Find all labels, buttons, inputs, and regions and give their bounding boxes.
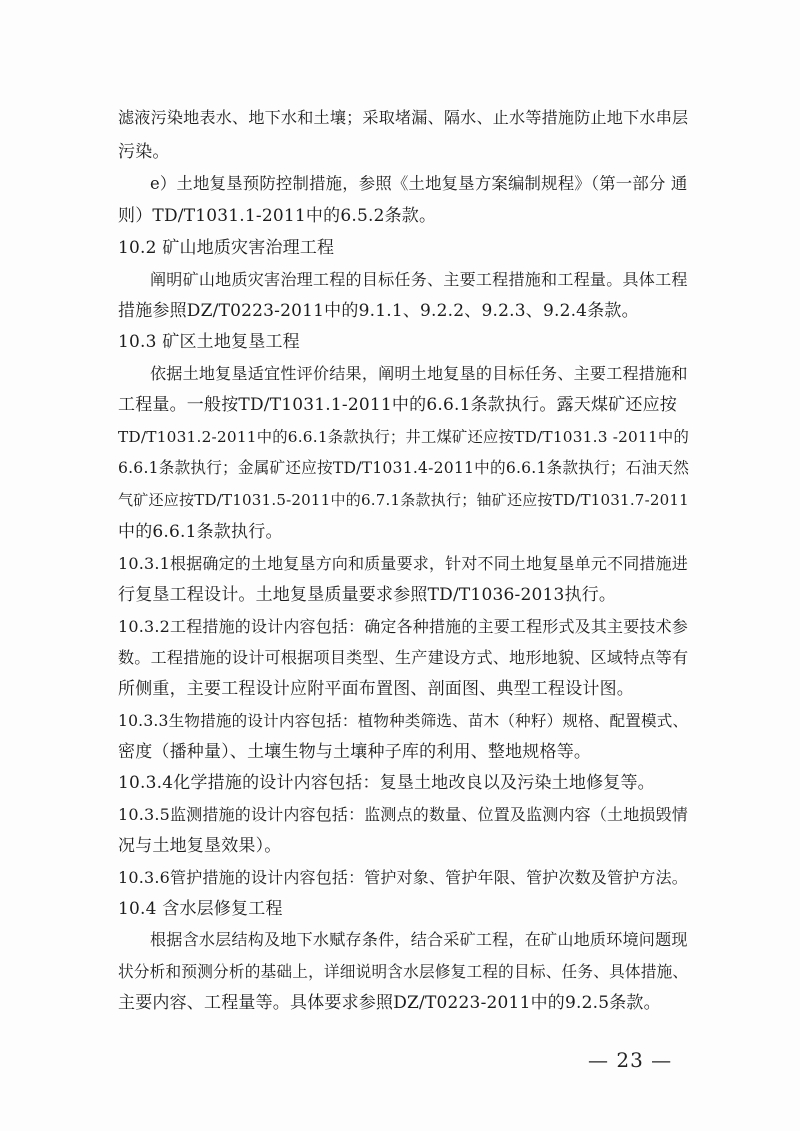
section-heading: 10.4 含水层修复工程 [118, 899, 283, 919]
paragraph-line: 10.3.2工程措施的设计内容包括：确定各种措施的主要工程形式及其主要技术参 [118, 617, 688, 636]
paragraph-line: 10.3.5监测措施的设计内容包括：监测点的数量、位置及监测内容（土地损毁情 [118, 805, 688, 824]
paragraph-line: 所侧重，主要工程设计应附平面布置图、剖面图、典型工程设计图。 [118, 679, 634, 699]
paragraph-line: 则）TD/T1031.1-2011中的6.5.2条款。 [118, 206, 437, 226]
paragraph-line: 状分析和预测分析的基础上，详细说明含水层修复工程的目标、任务、具体措施、 [118, 962, 689, 981]
paragraph-line: 密度（播种量）、土壤生物与土壤种子库的利用、整地规格等。 [118, 742, 592, 762]
paragraph-line: 10.3.6管护措施的设计内容包括：管护对象、管护年限、管护次数及管护方法。 [118, 868, 688, 887]
paragraph-line: 滤液污染地表水、地下水和土壤；采取堵漏、隔水、止水等措施防止地下水串层 [118, 108, 689, 127]
paragraph-line: 10.3.3生物措施的设计内容包括：植物种类筛选、苗木（种籽）规格、配置模式、 [118, 712, 689, 730]
paragraph-line: 数。工程措施的设计可根据项目类型、生产建设方式、地形地貌、区域特点等有 [118, 648, 689, 667]
paragraph-line: 中的6.6.1条款执行。 [118, 522, 283, 542]
paragraph-line: 根据含水层结构及地下水赋存条件，结合采矿工程，在矿山地质环境问题现 [150, 930, 688, 949]
paragraph-line: 主要内容、工程量等。具体要求参照DZ/T0223-2011中的9.2.5条款。 [118, 993, 661, 1013]
paragraph-line: 措施参照DZ/T0223-2011中的9.1.1、9.2.2、9.2.3、9.2.4条款。 [118, 301, 639, 321]
paragraph-line: 依据土地复垦适宜性评价结果，阐明土地复垦的目标任务、主要工程措施和 [150, 364, 688, 383]
paragraph-line: TD/T1031.2-2011中的6.6.1条款执行；井工煤矿还应按TD/T1031.3 -2011中的 [118, 428, 689, 446]
paragraph-line: 6.6.1条款执行；金属矿还应按TD/T1031.4-2011中的6.6.1条款执行；石油天然 [118, 458, 690, 477]
paragraph-line: 10.3.4化学措施的设计内容包括：复垦土地改良以及污染土地修复等。 [118, 773, 655, 793]
paragraph-line: e）土地复垦预防控制措施，参照《土地复垦方案编制规程》（第一部分 通 [150, 174, 688, 193]
paragraph-line: 污染。 [118, 142, 170, 162]
page-number: — 23 — [588, 1048, 673, 1072]
section-heading: 10.3 矿区土地复垦工程 [118, 332, 300, 352]
paragraph-line: 行复垦工程设计。土地复垦质量要求参照TD/T1036-2013执行。 [118, 585, 617, 605]
paragraph-line: 况与土地复垦效果）。 [118, 836, 282, 856]
paragraph-line: 气矿还应按TD/T1031.5-2011中的6.7.1条款执行；铀矿还应按TD/T1031.7-2011 [118, 491, 689, 509]
paragraph-line: 10.3.1根据确定的土地复垦方向和质量要求，针对不同土地复垦单元不同措施进 [118, 554, 688, 573]
section-heading: 10.2 矿山地质灾害治理工程 [118, 238, 335, 258]
paragraph-line: 阐明矿山地质灾害治理工程的目标任务、主要工程措施和工程量。具体工程 [150, 270, 688, 289]
paragraph-line: 工程量。一般按TD/T1031.1-2011中的6.6.1条款执行。露天煤矿还应按 [118, 395, 677, 415]
